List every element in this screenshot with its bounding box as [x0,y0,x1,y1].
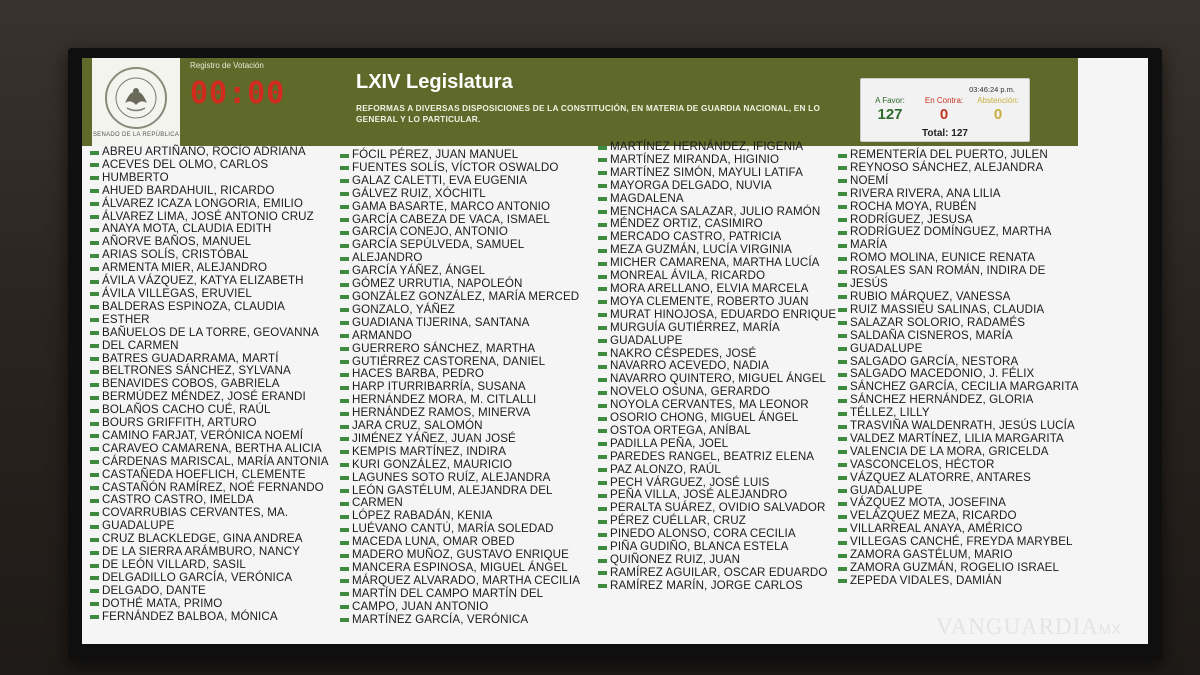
senator-entry: MACEDA LUNA, OMAR OBED [340,536,580,549]
senator-entry: GUERRERO SÁNCHEZ, MARTHA [340,343,580,356]
senator-entry: CAMINO FARJAT, VERÓNICA NOEMÍ [90,430,329,443]
senator-entry: HERNÁNDEZ MORA, M. CITLALLI [340,394,580,407]
senator-entry: MORA ARELLANO, ELVIA MARCELA [598,283,836,296]
senator-entry: KURI GONZÁLEZ, MAURICIO [340,459,580,472]
senator-entry: RODRÍGUEZ, JESUSA [838,214,1079,227]
senator-entry: BATRES GUADARRAMA, MARTÍ [90,353,329,366]
senator-entry: LÓPEZ RABADÁN, KENIA [340,510,580,523]
senator-entry: LUÉVANO CANTÚ, MARÍA SOLEDAD [340,523,580,536]
senator-entry: NOYOLA CERVANTES, MA LEONOR [598,399,836,412]
senator-entry: PADILLA PEÑA, JOEL [598,438,836,451]
senator-entry: GUADALUPE [838,343,1079,356]
senator-entry: RAMÍREZ MARÍN, JORGE CARLOS [598,580,836,593]
senator-entry: MURGUÍA GUTIÉRREZ, MARÍA [598,322,836,335]
senator-entry: GARCÍA YÁÑEZ, ÁNGEL [340,265,580,278]
results-time: 03:46:24 p.m. [969,85,1015,94]
abstention-label: Abstención: [977,96,1019,105]
senator-entry: ABREU ARTIÑANO, ROCÍO ADRIANA [90,146,329,159]
senator-entry: MERCADO CASTRO, PATRICIA [598,231,836,244]
senator-entry: AÑORVE BAÑOS, MANUEL [90,236,329,249]
senator-entry: NOEMÍ [838,175,1079,188]
senate-logo [92,58,180,146]
senator-entry: GARCÍA SEPÚLVEDA, SAMUEL [340,239,580,252]
senator-entry: ARIAS SOLÍS, CRISTÓBAL [90,249,329,262]
vanguardia-watermark [936,614,1122,640]
senator-entry: GÓMEZ URRUTIA, NAPOLEÓN [340,278,580,291]
senator-entry: RUBIO MÁRQUEZ, VANESSA [838,291,1079,304]
page-title: LXIV Legislatura [356,71,513,93]
senator-entry: PAREDES RANGEL, BEATRIZ ELENA [598,451,836,464]
senator-entry: MÁRQUEZ ALVARADO, MARTHA CECILIA [340,575,580,588]
senator-entry: JIMÉNEZ YÁÑEZ, JUAN JOSÉ [340,433,580,446]
senator-entry: MENCHACA SALAZAR, JULIO RAMÓN [598,206,836,219]
senator-entry: GONZALO, YÁÑEZ [340,304,580,317]
senator-entry: GAMA BASARTE, MARCO ANTONIO [340,201,580,214]
senator-entry: GUTIÉRREZ CASTORENA, DANIEL [340,356,580,369]
abstention-count [973,96,1023,123]
favor-value: 127 [877,106,903,123]
senator-entry: VALDEZ MARTÍNEZ, LILIA MARGARITA [838,433,1079,446]
senator-entry: HACES BARBA, PEDRO [340,368,580,381]
senator-entry: VALENCIA DE LA MORA, GRICELDA [838,446,1079,459]
senator-entry: HUMBERTO [90,172,329,185]
senator-entry: PIÑA GUDIÑO, BLANCA ESTELA [598,541,836,554]
senator-entry: SÁNCHEZ GARCÍA, CECILIA MARGARITA [838,381,1079,394]
senator-entry: GUADALUPE [90,520,329,533]
senator-entry: FUENTES SOLÍS, VÍCTOR OSWALDO [340,162,580,175]
senator-entry: VILLEGAS CANCHÉ, FREYDA MARYBEL [838,536,1079,549]
senator-entry: BENAVIDES COBOS, GABRIELA [90,378,329,391]
senator-entry: GUADALUPE [838,485,1079,498]
senator-entry: ACEVES DEL OLMO, CARLOS [90,159,329,172]
senator-entry: VELÁZQUEZ MEZA, RICARDO [838,510,1079,523]
senator-entry: PAZ ALONZO, RAÚL [598,464,836,477]
senator-entry: MEZA GUZMÁN, LUCÍA VIRGINIA [598,244,836,257]
eagle-seal-icon [105,67,167,129]
contra-count [919,96,969,123]
senator-entry: FÓCIL PÉREZ, JUAN MANUEL [340,149,580,162]
senator-entry: ROCHA MOYA, RUBÉN [838,201,1079,214]
senator-entry: CASTAÑEDA HOEFLICH, CLEMENTE [90,469,329,482]
senator-entry: GÁLVEZ RUIZ, XÓCHITL [340,188,580,201]
senator-entry: CARAVEO CAMARENA, BERTHA ALICIA [90,443,329,456]
senator-entry: MICHER CAMARENA, MARTHA LUCÍA [598,257,836,270]
senator-entry: ESTHER [90,314,329,327]
senator-entry: DEL CARMEN [90,340,329,353]
senator-entry: MAGDALENA [598,193,836,206]
senator-entry: GALAZ CALETTI, EVA EUGENIA [340,175,580,188]
senator-entry: MANCERA ESPINOSA, MIGUEL ÁNGEL [340,562,580,575]
senator-entry: COVARRUBIAS CERVANTES, MA. [90,507,329,520]
senator-entry: PEÑA VILLA, JOSÉ ALEJANDRO [598,489,836,502]
senator-column-1 [90,146,329,624]
senator-entry: RUIZ MASSIEU SALINAS, CLAUDIA [838,304,1079,317]
senator-entry: BELTRONES SÁNCHEZ, SYLVANA [90,365,329,378]
senator-entry: ÁLVAREZ ICAZA LONGORIA, EMILIO [90,198,329,211]
senator-entry: CRUZ BLACKLEDGE, GINA ANDREA [90,533,329,546]
senator-entry: MARTÍNEZ HERNÁNDEZ, IFIGENIA [598,141,836,154]
watermark-suffix: MX [1098,621,1122,637]
senator-entry: BERMÚDEZ MÉNDEZ, JOSÉ ERANDI [90,391,329,404]
senator-column-2 [340,149,580,627]
senator-entry: ALEJANDRO [340,252,580,265]
senator-entry: NOVELO OSUNA, GERARDO [598,386,836,399]
vote-subject: REFORMAS A DIVERSAS DISPOSICIONES DE LA CONSTITUCIÓN, EN MATERIA DE GUARDIA NACIONAL, EN LO GENERAL Y LO PARTICULAR. [356,103,821,124]
senator-entry: ANAYA MOTA, CLAUDIA EDITH [90,223,329,236]
senator-entry: AHUED BARDAHUIL, RICARDO [90,185,329,198]
senator-entry: RAMÍREZ AGUILAR, OSCAR EDUARDO [598,567,836,580]
senator-entry: MOYA CLEMENTE, ROBERTO JUAN [598,296,836,309]
senator-entry: ÁVILA VILLEGAS, ERUVIEL [90,288,329,301]
senator-entry: ARMENTA MIER, ALEJANDRO [90,262,329,275]
senator-entry: PERALTA SUÁREZ, OVIDIO SALVADOR [598,502,836,515]
results-panel [860,78,1030,142]
favor-count [865,96,915,123]
senator-column-4 [838,149,1079,588]
senator-entry: LAGUNES SOTO RUÍZ, ALEJANDRA [340,472,580,485]
senator-entry: JESÚS [838,278,1079,291]
senator-entry: CÁRDENAS MARISCAL, MARÍA ANTONIA [90,456,329,469]
senator-entry: BOURS GRIFFITH, ARTURO [90,417,329,430]
senator-entry: MARTÍNEZ GARCÍA, VERÓNICA [340,614,580,627]
timer-display: 00:00 [190,76,286,111]
senator-entry: CASTAÑÓN RAMÍREZ, NOÉ FERNANDO [90,482,329,495]
senator-entry: MARTÍNEZ SIMÓN, MAYULI LATIFA [598,167,836,180]
senator-entry: SALDAÑA CISNEROS, MARÍA [838,330,1079,343]
senator-entry: DE LA SIERRA ARÁMBURO, NANCY [90,546,329,559]
senator-entry: GUADALUPE [598,335,836,348]
senator-entry: CASTRO CASTRO, IMELDA [90,494,329,507]
senator-entry: MAYORGA DELGADO, NUVIA [598,180,836,193]
senator-entry: HARP ITURRIBARRÍA, SUSANA [340,381,580,394]
senator-entry: MONREAL ÁVILA, RICARDO [598,270,836,283]
senator-entry: REYNOSO SÁNCHEZ, ALEJANDRA [838,162,1079,175]
senator-entry: PÉREZ CUÉLLAR, CRUZ [598,515,836,528]
senator-entry: SÁNCHEZ HERNÁNDEZ, GLORIA [838,394,1079,407]
senator-entry: GARCÍA CONEJO, ANTONIO [340,226,580,239]
senator-entry: MURAT HINOJOSA, EDUARDO ENRIQUE [598,309,836,322]
senator-column-3 [598,141,836,593]
senator-entry: SALGADO MACEDONIO, J. FÉLIX [838,368,1079,381]
senator-entry: FERNÁNDEZ BALBOA, MÓNICA [90,611,329,624]
contra-value: 0 [939,106,949,123]
senator-entry: HERNÁNDEZ RAMOS, MINERVA [340,407,580,420]
senator-entry: CARMEN [340,497,580,510]
favor-label: A Favor: [875,96,905,105]
voting-record-label: Registro de Votación [190,61,264,70]
watermark-brand: VANGUARDIA [936,614,1099,639]
senator-entry: VILLARREAL ANAYA, AMÉRICO [838,523,1079,536]
senator-entry: NAKRO CÉSPEDES, JOSÉ [598,348,836,361]
senator-entry: BOLAÑOS CACHO CUÉ, RAÚL [90,404,329,417]
senator-entry: MARÍA [838,239,1079,252]
senator-entry: ÁVILA VÁZQUEZ, KATYA ELIZABETH [90,275,329,288]
senator-entry: VASCONCELOS, HÉCTOR [838,459,1079,472]
senator-entry: ZAMORA GUZMÁN, ROGELIO ISRAEL [838,562,1079,575]
senator-entry: BAÑUELOS DE LA TORRE, GEOVANNA [90,327,329,340]
senator-entry: JARA CRUZ, SALOMÓN [340,420,580,433]
senator-entry: MADERO MUÑOZ, GUSTAVO ENRIQUE [340,549,580,562]
senator-entry: PINEDO ALONSO, CORA CECILIA [598,528,836,541]
senator-entry: QUIÑONEZ RUIZ, JUAN [598,554,836,567]
senator-entry: DOTHÉ MATA, PRIMO [90,598,329,611]
senator-entry: SALAZAR SOLORIO, RADAMÉS [838,317,1079,330]
senator-entry: DELGADILLO GARCÍA, VERÓNICA [90,572,329,585]
senator-entry: SALGADO GARCÍA, NESTORA [838,356,1079,369]
abstention-value: 0 [993,106,1003,123]
total-votes: Total: 127 [922,128,968,139]
senator-entry: KEMPIS MARTÍNEZ, INDIRA [340,446,580,459]
senator-entry: DE LEÓN VILLARD, SASIL [90,559,329,572]
voting-board-screen [82,58,1148,644]
senator-entry: REMENTERÍA DEL PUERTO, JULEN [838,149,1079,162]
senator-entry: MARTÍN DEL CAMPO MARTÍN DEL [340,588,580,601]
senator-entry: ROMO MOLINA, EUNICE RENATA [838,252,1079,265]
contra-label: En Contra: [924,96,964,105]
senator-entry: NAVARRO QUINTERO, MIGUEL ÁNGEL [598,373,836,386]
senator-entry: ÁLVAREZ LIMA, JOSÉ ANTONIO CRUZ [90,211,329,224]
senator-entry: MARTÍNEZ MIRANDA, HIGINIO [598,154,836,167]
senator-entry: GUADIANA TIJERINA, SANTANA [340,317,580,330]
senator-entry: OSORIO CHONG, MIGUEL ÁNGEL [598,412,836,425]
senator-entry: VÁZQUEZ ALATORRE, ANTARES [838,472,1079,485]
senator-entry: LEÓN GASTÉLUM, ALEJANDRA DEL [340,485,580,498]
senator-entry: NAVARRO ACEVEDO, NADIA [598,360,836,373]
senator-entry: ZAMORA GASTÉLUM, MARIO [838,549,1079,562]
senator-entry: TÉLLEZ, LILLY [838,407,1079,420]
senator-entry: BALDERAS ESPINOZA, CLAUDIA [90,301,329,314]
senator-entry: GARCÍA CABEZA DE VACA, ISMAEL [340,214,580,227]
logo-text: SENADO DE LA REPÚBLICA [92,131,180,138]
senator-entry: MÉNDEZ ORTIZ, CASIMIRO [598,218,836,231]
senator-entry: OSTOA ORTEGA, ANÍBAL [598,425,836,438]
senator-entry: TRASVIÑA WALDENRATH, JESÚS LUCÍA [838,420,1079,433]
senator-entry: ROSALES SAN ROMÁN, INDIRA DE [838,265,1079,278]
senator-entry: DELGADO, DANTE [90,585,329,598]
senator-entry: ZEPEDA VIDALES, DAMIÁN [838,575,1079,588]
senator-entry: ARMANDO [340,330,580,343]
senator-entry: GONZÁLEZ GONZÁLEZ, MARÍA MERCED [340,291,580,304]
senator-entry: VÁZQUEZ MOTA, JOSEFINA [838,497,1079,510]
senator-entry: RIVERA RIVERA, ANA LILIA [838,188,1079,201]
senator-entry: PECH VÁRGUEZ, JOSÉ LUIS [598,477,836,490]
senator-entry: CAMPO, JUAN ANTONIO [340,601,580,614]
senator-entry: RODRÍGUEZ DOMÍNGUEZ, MARTHA [838,226,1079,239]
